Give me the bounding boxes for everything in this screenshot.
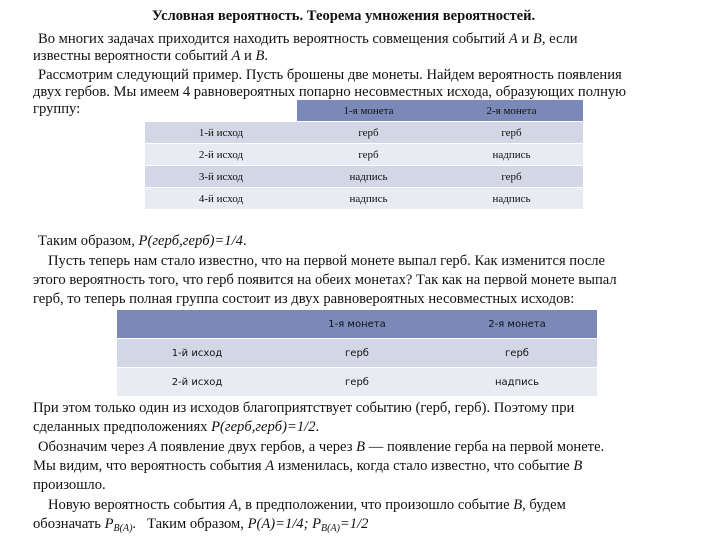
table-header-row xyxy=(117,310,597,339)
formula-subscript: B(A) xyxy=(113,523,133,534)
table-cell: герб xyxy=(297,144,440,166)
paragraph-example-line-2: двух гербов. Мы имеем 4 равновероятных попарно несовместных исхода, образующих полную xyxy=(33,84,627,100)
text-segment: появление двух гербов, а через xyxy=(156,439,357,455)
table-header-row xyxy=(145,100,583,122)
formula: P(герб,герб)=1/2 xyxy=(211,419,316,435)
table-header-cell xyxy=(117,310,277,339)
text-segment: и xyxy=(240,48,256,64)
text-segment: и xyxy=(517,31,533,47)
paragraph-example-line-1: Рассмотрим следующий пример. Пусть брошены две монеты. Найдем вероятность появления xyxy=(38,67,622,83)
table-header-cell: 2-я монета xyxy=(437,310,597,339)
paragraph-condition-line-1: Пусть теперь нам стало известно, что на первой монете выпал герб. Как изменится после xyxy=(48,253,606,269)
text-segment: Во многих задачах приходится находить вероятность совмещения событий xyxy=(38,31,509,47)
table-cell: герб xyxy=(440,166,583,188)
formula-subscript: B(A) xyxy=(321,523,340,534)
table-cell: надпись xyxy=(297,166,440,188)
text-segment: . xyxy=(315,419,320,435)
event-a: A xyxy=(147,439,157,455)
table-row xyxy=(145,144,583,166)
text-segment: . xyxy=(264,48,269,64)
text-segment: обозначать xyxy=(33,516,105,532)
paragraph-result-1 xyxy=(38,232,247,250)
table-cell: 2-й исход xyxy=(117,368,277,397)
event-a: A xyxy=(508,31,518,47)
table-cell: 1-й исход xyxy=(117,339,277,368)
paragraph-result-2-line-2 xyxy=(33,418,319,436)
text-segment: , будем xyxy=(522,497,566,513)
event-a: A xyxy=(231,48,241,64)
text-segment: известны вероятности событий xyxy=(33,48,232,64)
formula: =1/2 xyxy=(339,516,369,532)
table-header-cell xyxy=(145,100,297,122)
paragraph-intro-line-1 xyxy=(38,30,578,48)
text-segment: изменилась, когда стало известно, что событие xyxy=(274,458,574,474)
table-cell: 2-й исход xyxy=(145,144,297,166)
formula: P(герб,герб)=1/4 xyxy=(138,233,243,249)
table-cell: 3-й исход xyxy=(145,166,297,188)
paragraph-example-line-3: группу: xyxy=(33,101,81,117)
paragraph-intro-line-2 xyxy=(33,47,268,65)
table-header-cell: 2-я монета xyxy=(440,100,583,122)
text-segment: Мы видим, что вероятность события xyxy=(33,458,266,474)
text-segment: — появление герба на первой монете. xyxy=(365,439,605,455)
paragraph-definition-line-1 xyxy=(48,496,566,514)
event-a: A xyxy=(265,458,275,474)
text-segment: , в предположении, что произошло событие xyxy=(237,497,514,513)
formula: P xyxy=(104,516,114,532)
event-b: B xyxy=(356,439,366,455)
paragraph-notation-line-3: произошло. xyxy=(33,477,106,493)
table-cell: герб xyxy=(277,368,437,397)
paragraph-condition-line-3: герб, то теперь полная группа состоит из двух равновероятных несовместных исходов: xyxy=(33,291,575,307)
text-segment: Обозначим через xyxy=(38,439,148,455)
paragraph-condition-line-2: этого вероятность того, что герб появится на обеих монетах? Так как на первой монете выпал xyxy=(33,272,617,288)
paragraph-notation-line-1 xyxy=(38,438,604,456)
formula: P(A)=1/4; P xyxy=(247,516,322,532)
outcomes-table-4 xyxy=(145,100,583,209)
paragraph-result-2-line-1: При этом только один из исходов благоприятствует событию (герб, герб). Поэтому при xyxy=(33,400,575,416)
table-cell: 1-й исход xyxy=(145,122,297,144)
table-row xyxy=(117,368,597,397)
outcomes-table-2 xyxy=(117,310,597,396)
table-cell: надпись xyxy=(297,188,440,210)
table-cell: 4-й исход xyxy=(145,188,297,210)
table-cell: надпись xyxy=(437,368,597,397)
event-b: B xyxy=(513,497,523,513)
page-title: Условная вероятность. Теорема умножения вероятностей. xyxy=(152,8,536,24)
table-cell: надпись xyxy=(440,144,583,166)
text-segment: . xyxy=(242,233,247,249)
table-row xyxy=(145,166,583,188)
table-cell: герб xyxy=(277,339,437,368)
table-cell: герб xyxy=(440,122,583,144)
text-segment: сделанных предположениях xyxy=(33,419,212,435)
table-cell: надпись xyxy=(440,188,583,210)
event-b: B xyxy=(255,48,265,64)
table-row xyxy=(117,339,597,368)
text-segment: Таким образом, xyxy=(38,233,139,249)
table-cell: герб xyxy=(437,339,597,368)
table-header-cell: 1-я монета xyxy=(297,100,440,122)
table-row xyxy=(145,188,583,210)
text-segment: Новую вероятность события xyxy=(48,497,229,513)
table-cell: герб xyxy=(297,122,440,144)
table-header-cell: 1-я монета xyxy=(277,310,437,339)
event-b: B xyxy=(532,31,542,47)
event-a: A xyxy=(228,497,238,513)
text-segment: . Таким образом, xyxy=(132,516,248,532)
paragraph-notation-line-2 xyxy=(33,457,582,475)
table-row xyxy=(145,122,583,144)
text-segment: , если xyxy=(541,31,578,47)
event-b: B xyxy=(573,458,583,474)
paragraph-definition-line-2 xyxy=(33,515,368,538)
